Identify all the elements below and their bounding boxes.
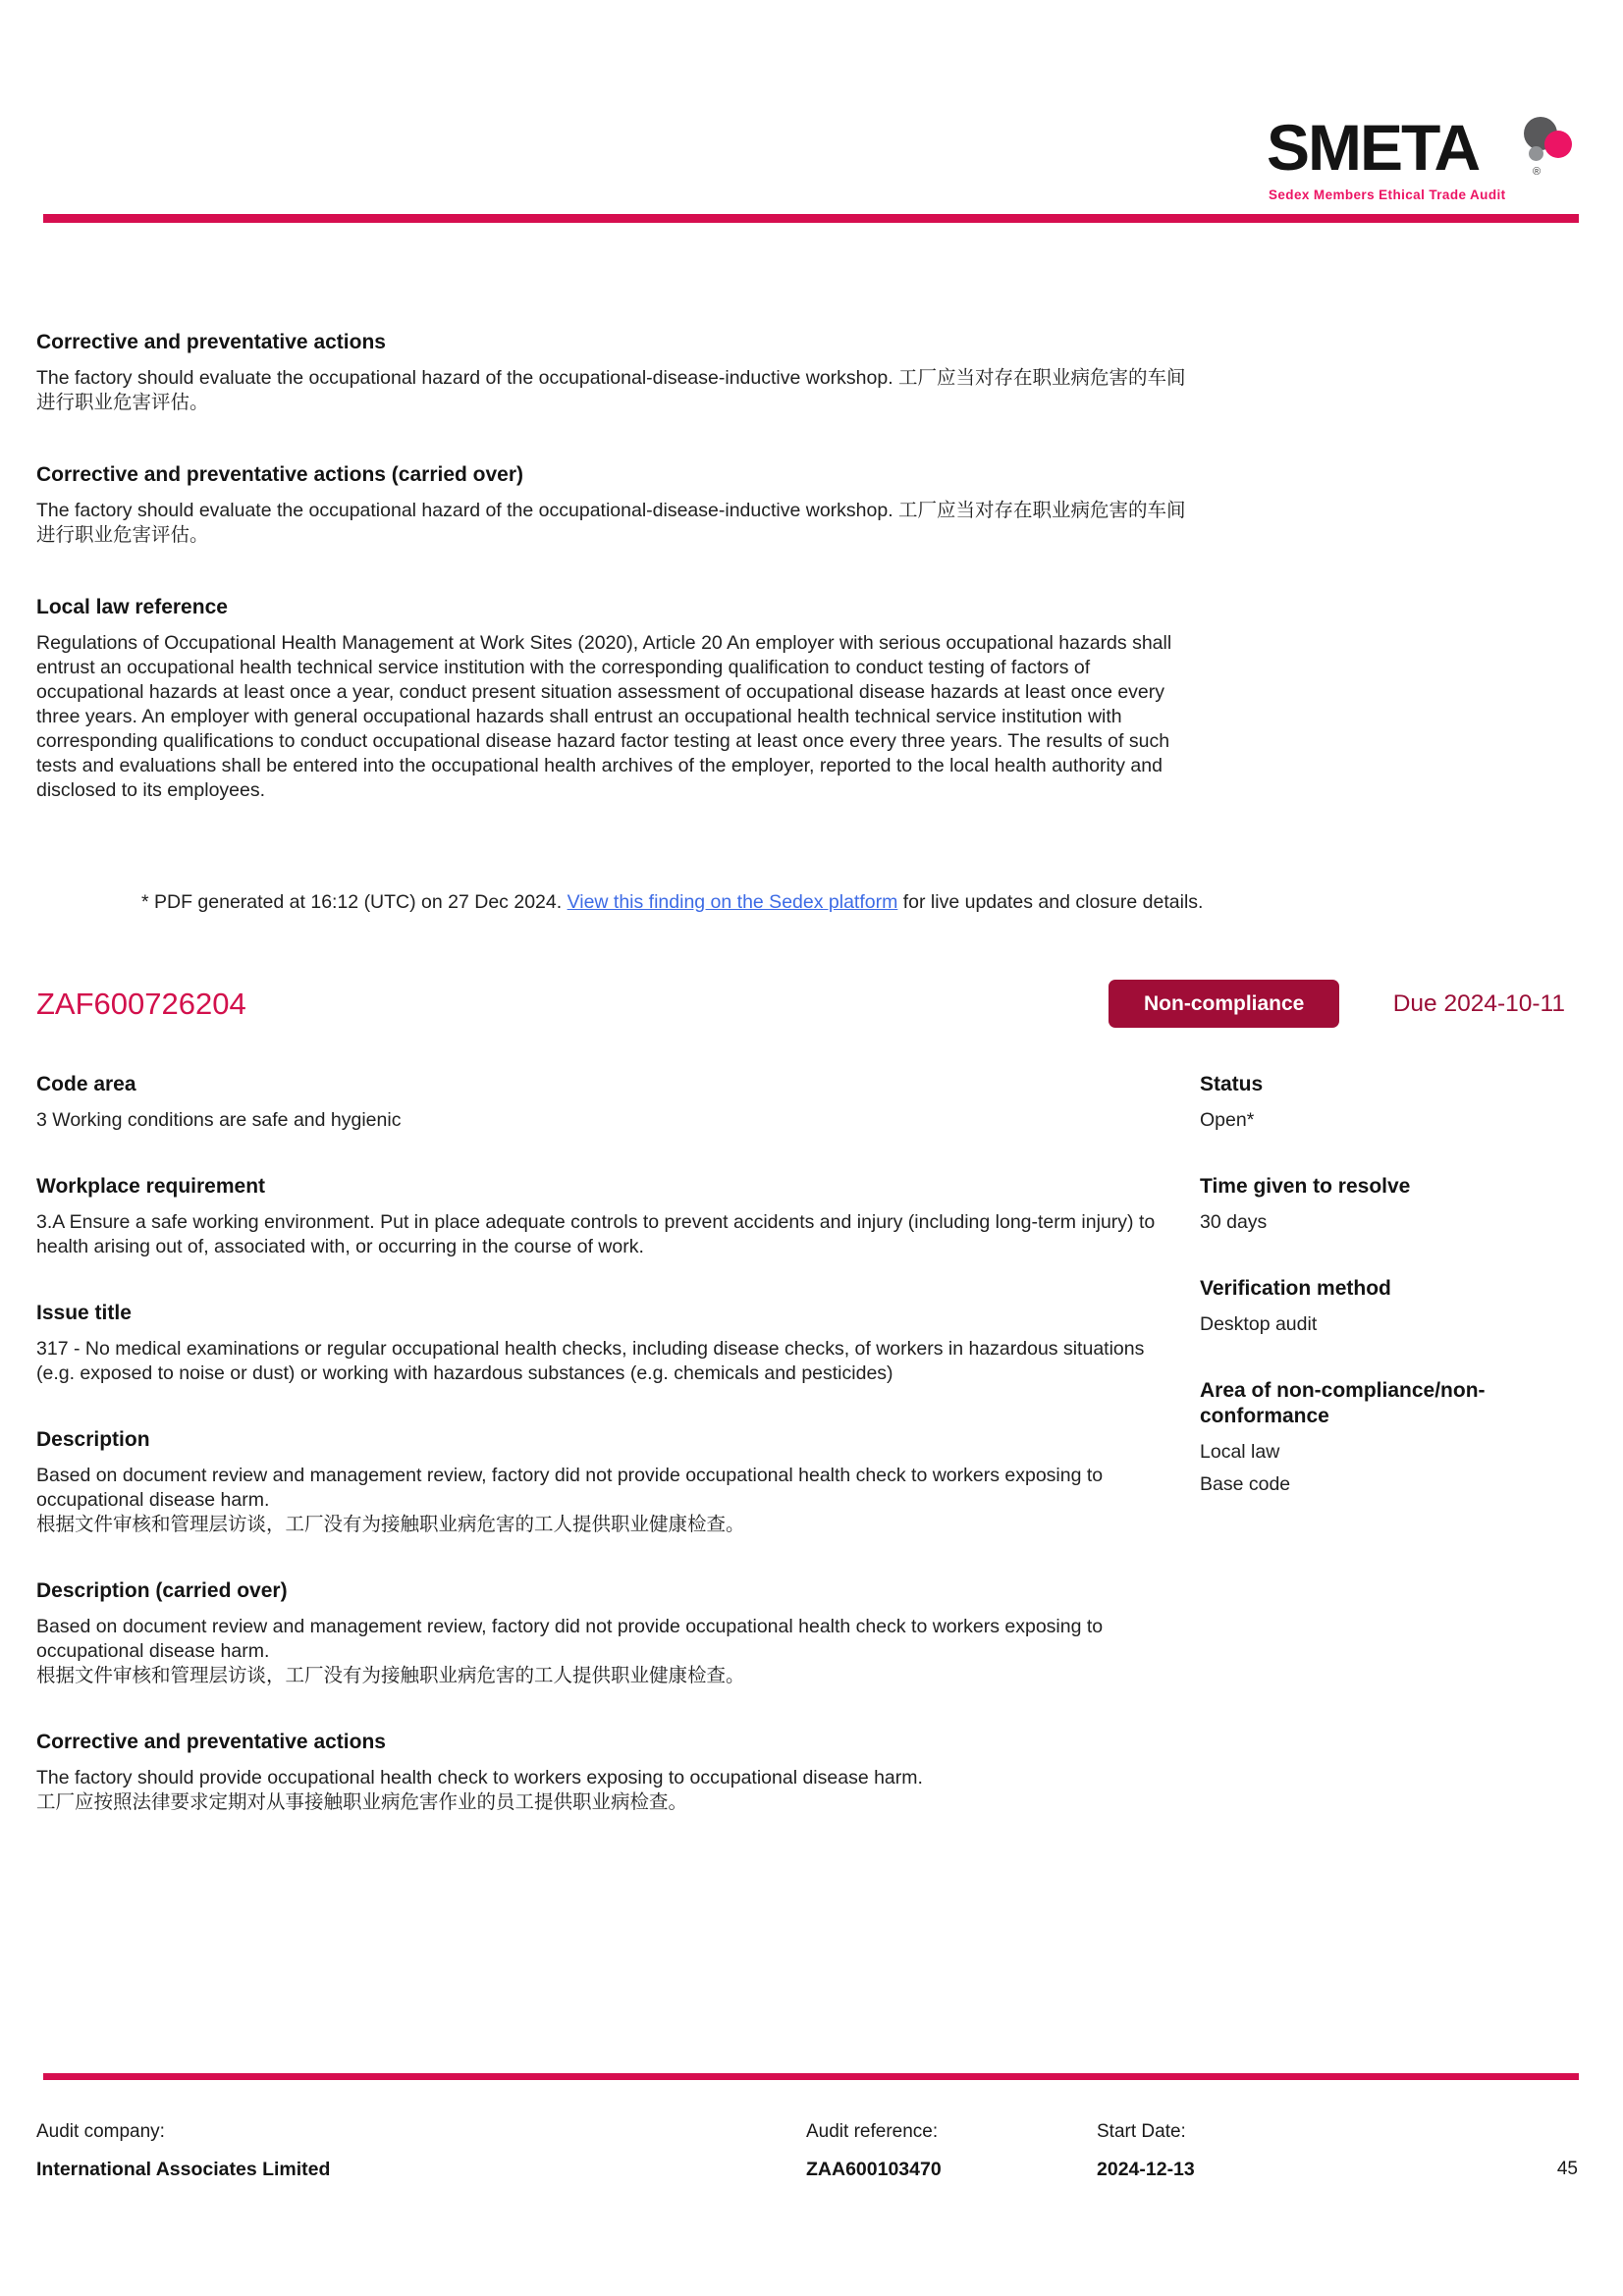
section-heading: Local law reference [36, 596, 228, 618]
section-heading: Issue title [36, 1302, 132, 1324]
section-body: The factory should evaluate the occupational hazard of the occupational-disease-inductive workshop. 工厂应当对存在职业病危害的车间进行职业危害评估。 [36, 500, 1186, 546]
logo-dot-small-icon [1529, 146, 1543, 161]
time-to-resolve-value: 30 days [1200, 1211, 1268, 1233]
logo-dot-pink-icon [1544, 131, 1572, 158]
section-status [1200, 1072, 1587, 1133]
section-heading: Area of non-compliance/non-conformance [1200, 1379, 1486, 1427]
non-compliance-area-value: Local law [1200, 1441, 1280, 1463]
section-body: The factory should provide occupational health check to workers exposing to occupational disease harm. 工厂应按照法律要求定期对从事接触职业病危害作业的员工提供职业病检查。 [36, 1767, 923, 1813]
section-body: 3 Working conditions are safe and hygienic [36, 1109, 402, 1131]
section-body: Based on document review and management review, factory did not provide occupational health check to workers exposing to occupational disease harm. 根据文件审核和管理层访谈，工厂没有为接触职业病危害的工人提供职业健康检查。 [36, 1616, 1104, 1686]
footer-label: Audit company: [36, 2121, 165, 2142]
smeta-logo-wordmark: SMETA [1267, 111, 1480, 184]
footer-divider [43, 2073, 1579, 2080]
section-heading: Corrective and preventative actions (carried over) [36, 463, 524, 486]
section-area-of-non-compliance [1200, 1378, 1587, 1497]
non-compliance-area-value: Base code [1200, 1473, 1291, 1495]
finding-details-right-column [1200, 1072, 1587, 1856]
page-number: 45 [1556, 2159, 1578, 2179]
section-heading: Time given to resolve [1200, 1175, 1411, 1198]
section-body: 317 - No medical examinations or regular occupational health checks, including disease checks, of workers in hazardous situations (e.g. exposed to noise or dust) or working with hazardous substances (e.g. chemicals and pesticides) [36, 1338, 1145, 1384]
section-corrective-actions-current [36, 1730, 1180, 1815]
pdf-generated-note-prefix: * PDF generated at 16:12 (UTC) on 27 Dec 2024. [141, 891, 568, 913]
section-code-area [36, 1072, 1180, 1133]
section-description [36, 1427, 1180, 1537]
section-body: Regulations of Occupational Health Management at Work Sites (2020), Article 20 An employer with serious occupational hazards shall entrust an occupational health technical service institution with the corresponding qualification to conduct testing of factors of occupational hazards at least once a year, conduct present situation assessment of occupational disease hazards at least once every three years. An employer with general occupational hazards shall entrust an occupational health technical service institution with corresponding qualifications to conduct occupational disease hazard factor testing at least once every three years. The results of such tests and evaluations shall be entered into the occupational health archives of the employer, reported to the local health authority and disclosed to its employees. [36, 632, 1172, 801]
finding-header-row [36, 979, 1587, 1030]
section-corrective-actions-carried-over [36, 462, 1190, 548]
verification-method-value: Desktop audit [1200, 1313, 1318, 1335]
section-heading: Status [1200, 1073, 1264, 1095]
sedex-platform-link[interactable]: View this finding on the Sedex platform [567, 891, 898, 913]
status-value: Open* [1200, 1109, 1255, 1131]
due-date: Due 2024-10-11 [1392, 990, 1565, 1017]
section-body: The factory should evaluate the occupational hazard of the occupational-disease-inductive workshop. 工厂应当对存在职业病危害的车间进行职业危害评估。 [36, 367, 1186, 413]
section-workplace-requirement [36, 1174, 1180, 1259]
section-heading: Corrective and preventative actions [36, 1731, 386, 1753]
section-time-given-to-resolve [1200, 1174, 1587, 1235]
section-verification-method [1200, 1276, 1587, 1337]
section-heading: Verification method [1200, 1277, 1391, 1300]
footer-value: 2024-12-13 [1097, 2159, 1195, 2180]
footer-audit-company [36, 2120, 330, 2181]
finding-details [36, 1072, 1587, 1856]
footer-start-date [1097, 2120, 1195, 2181]
section-heading: Workplace requirement [36, 1175, 266, 1198]
section-body: Based on document review and management review, factory did not provide occupational health check to workers exposing to occupational disease harm. 根据文件审核和管理层访谈，工厂没有为接触职业病危害的工人提供职业健康检查。 [36, 1465, 1104, 1535]
section-heading: Code area [36, 1073, 136, 1095]
carried-over-finding-sections [36, 330, 1190, 850]
registered-trademark-symbol: ® [1533, 166, 1542, 178]
section-body: 3.A Ensure a safe working environment. Put in place adequate controls to prevent accidents and injury (including long-term injury) to health arising out of, associated with, or occurring in the course of work. [36, 1211, 1156, 1257]
header-divider [43, 214, 1579, 223]
section-description-carried-over [36, 1578, 1180, 1688]
non-compliance-status-badge: Non-compliance [1109, 980, 1339, 1028]
page-footer [36, 2120, 1587, 2199]
pdf-generated-note [141, 890, 1595, 915]
section-heading: Corrective and preventative actions [36, 331, 386, 353]
smeta-logo [1267, 101, 1600, 219]
section-local-law-reference [36, 595, 1190, 803]
pdf-generated-note-suffix: for live updates and closure details. [897, 891, 1204, 913]
footer-label: Start Date: [1097, 2121, 1186, 2142]
footer-value: International Associates Limited [36, 2159, 331, 2180]
finding-details-left-column [36, 1072, 1180, 1856]
section-corrective-actions [36, 330, 1190, 415]
section-heading: Description [36, 1428, 150, 1451]
footer-label: Audit reference: [806, 2121, 939, 2142]
footer-audit-reference [806, 2120, 942, 2181]
footer-value: ZAA600103470 [806, 2159, 942, 2180]
section-issue-title [36, 1301, 1180, 1386]
section-heading: Description (carried over) [36, 1579, 288, 1602]
smeta-logo-tagline: Sedex Members Ethical Trade Audit [1269, 187, 1506, 202]
finding-id: ZAF600726204 [36, 987, 246, 1021]
